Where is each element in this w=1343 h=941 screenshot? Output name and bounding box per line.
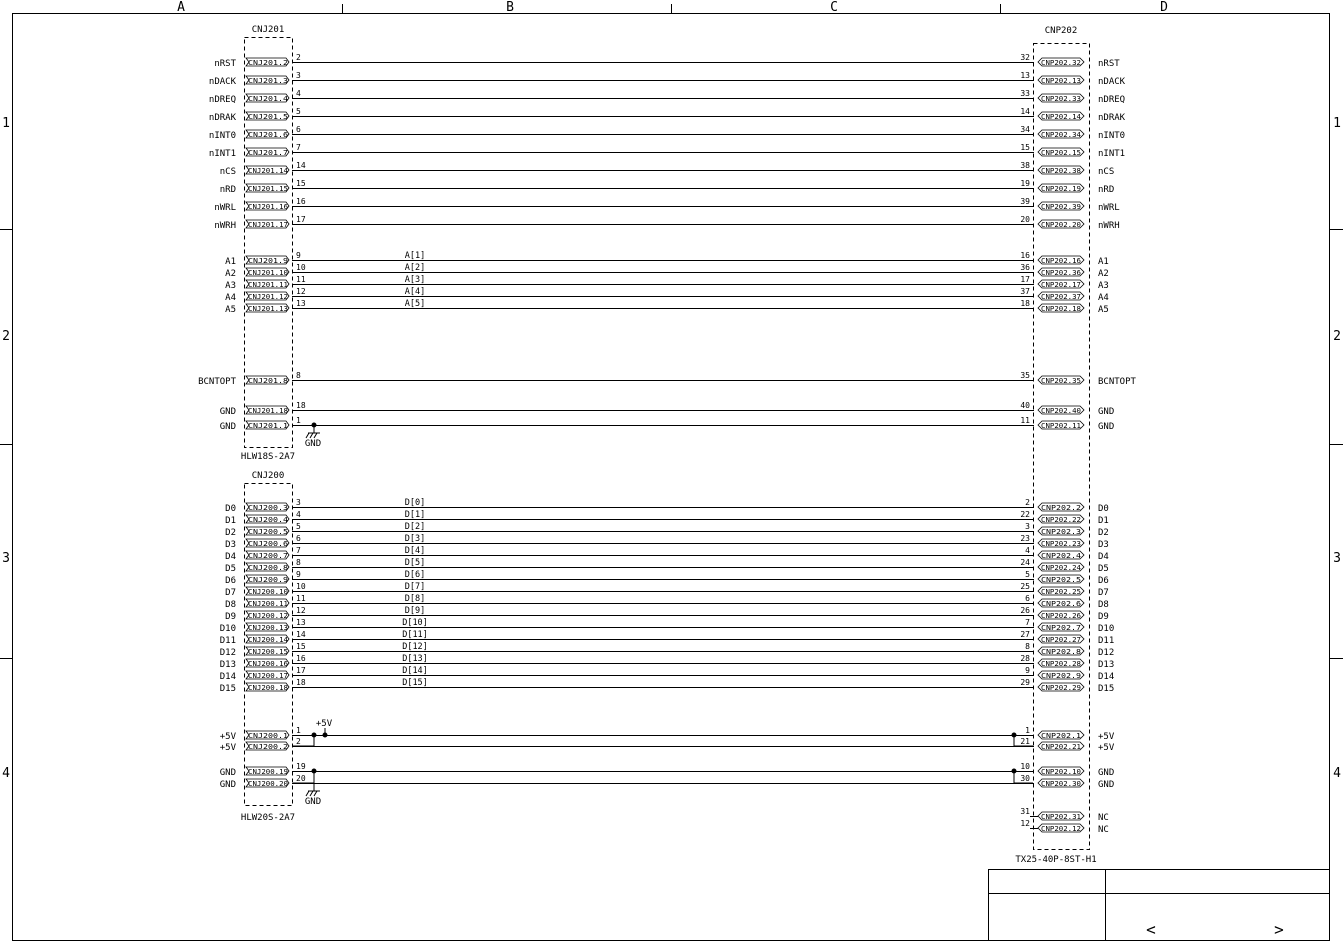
port-flag-label: CNP202.13: [1041, 76, 1081, 85]
signal-label-left: D1: [225, 516, 236, 526]
signal-label-right: GND: [1098, 768, 1115, 778]
bus-label: D[14]: [402, 666, 428, 676]
pin-number-right: 30: [1020, 774, 1030, 783]
signal-label-left: nRST: [214, 59, 236, 69]
connector-cnp202-part: TX25-40P-8ST-H1: [1015, 855, 1097, 865]
bus-label: D[3]: [404, 534, 426, 544]
pin-number-right: 25: [1020, 582, 1030, 591]
bus-label: D[12]: [402, 642, 428, 652]
signal-label-right: D4: [1098, 552, 1109, 562]
port-flag-label: CNP202.9: [1041, 671, 1081, 680]
signal-label-right: nDACK: [1098, 77, 1126, 87]
port-flag-label: CNP202.3: [1041, 527, 1081, 536]
signal-label-right: D15: [1098, 684, 1115, 694]
port-flag-label: CNP202.4: [1041, 551, 1081, 560]
bus-label: D[7]: [404, 582, 426, 592]
connector-cnj200-name: CNJ200: [251, 471, 285, 481]
signal-label-right: D13: [1098, 660, 1115, 670]
signal-label-right: D2: [1098, 528, 1109, 538]
port-flag-label: CNP202.17: [1041, 280, 1081, 289]
pin-number-right: 21: [1020, 737, 1030, 746]
signal-label-right: D14: [1098, 672, 1115, 682]
port-flag-label: CNJ201.13: [248, 304, 288, 313]
pin-number-right: 33: [1020, 89, 1030, 98]
signal-label-left: +5V: [219, 732, 236, 742]
pin-number-left: 12: [296, 606, 306, 615]
connector-cnj201-part: HLW18S-2A7: [240, 452, 296, 462]
pin-number-right: 23: [1020, 534, 1030, 543]
pin-number-right: 35: [1020, 371, 1030, 380]
signal-label-right: nWRL: [1098, 203, 1120, 213]
pin-number-left: 7: [296, 143, 301, 152]
port-flag-label: CNP202.31: [1041, 812, 1081, 821]
pin-number-left: 16: [296, 197, 306, 206]
bus-label: D[6]: [404, 570, 426, 580]
pin-number-left: 8: [296, 371, 301, 380]
pin-number-right: 8: [1025, 642, 1030, 651]
port-flag-label: CNP202.39: [1041, 202, 1081, 211]
gnd-symbol-hatch: [310, 791, 313, 796]
port-flag-label: CNP202.37: [1041, 292, 1081, 301]
signal-label-right: A5: [1098, 305, 1109, 315]
port-flag-label: CNP202.11: [1041, 421, 1081, 430]
signal-label-left: nCS: [219, 167, 236, 177]
port-flag-label: CNJ201.11: [248, 280, 288, 289]
row-label: 2: [1333, 329, 1341, 344]
signal-label-left: A1: [225, 257, 236, 267]
pin-number-left: 15: [296, 642, 306, 651]
pin-number-right: 34: [1020, 125, 1030, 134]
signal-label-right: BCNTOPT: [1098, 377, 1136, 387]
port-flag-label: CNP202.28: [1041, 659, 1081, 668]
sheet-frame: [0, 4, 1343, 941]
pin-number-left: 7: [296, 546, 301, 555]
signal-label-right: nDREQ: [1098, 95, 1126, 105]
junction-dot: [312, 733, 316, 737]
port-flag-label: CNJ200.13: [248, 623, 288, 632]
pin-number-left: 10: [296, 263, 306, 272]
port-flag-label: CNP202.36: [1041, 268, 1081, 277]
signal-label-right: GND: [1098, 407, 1115, 417]
port-flag-label: CNJ201.3: [248, 76, 288, 85]
pin-number-right: 27: [1020, 630, 1030, 639]
pin-number-right: 9: [1025, 666, 1030, 675]
signal-label-left: nWRH: [214, 221, 236, 231]
port-flag-label: CNP202.25: [1041, 587, 1081, 596]
port-flag-label: CNP202.19: [1041, 184, 1081, 193]
pin-number-left: 14: [296, 630, 306, 639]
signal-label-left: A4: [225, 293, 236, 303]
pin-number-right: 40: [1020, 401, 1030, 410]
gnd-symbol-hatch: [306, 791, 309, 796]
signal-label-left: D13: [219, 660, 236, 670]
port-flag-label: CNP202.21: [1041, 742, 1081, 751]
row-label: 4: [2, 766, 10, 781]
pin-number-right: 16: [1020, 251, 1030, 260]
signal-label-left: D4: [225, 552, 236, 562]
signal-label-left: A5: [225, 305, 236, 315]
port-flag-label: CNP202.24: [1041, 563, 1081, 572]
bus-label: D[0]: [404, 498, 426, 508]
pin-number-right: 26: [1020, 606, 1030, 615]
signal-label-left: nINT0: [208, 131, 236, 141]
signal-label-left: nRD: [219, 185, 236, 195]
port-flag-label: CNJ200.11: [248, 599, 288, 608]
pin-number-left: 17: [296, 215, 306, 224]
pin-number-right: 20: [1020, 215, 1030, 224]
port-flag-label: CNP202.35: [1041, 376, 1081, 385]
pin-number-right: 36: [1020, 263, 1030, 272]
port-flag-label: CNP202.26: [1041, 611, 1081, 620]
port-flag-label: CNP202.38: [1041, 166, 1081, 175]
pin-number-right: 13: [1020, 71, 1030, 80]
port-flag-label: CNP202.12: [1041, 824, 1081, 833]
pin-number-right: 6: [1025, 594, 1030, 603]
pin-number-right: 38: [1020, 161, 1030, 170]
pin-number-left: 13: [296, 299, 306, 308]
signal-label-left: +5V: [219, 743, 236, 753]
port-flag-label: CNJ201.4: [248, 94, 288, 103]
port-flag-label: CNJ200.8: [248, 563, 288, 572]
bus-label: D[13]: [402, 654, 428, 664]
port-flag-label: CNJ200.1: [248, 731, 288, 740]
signal-label-left: D0: [225, 504, 236, 514]
port-flag-label: CNJ200.7: [248, 551, 288, 560]
bus-label: A[1]: [404, 251, 426, 261]
port-flag-label: CNP202.10: [1041, 767, 1081, 776]
pin-number-right: 15: [1020, 143, 1030, 152]
port-flag-label: CNP202.1: [1041, 731, 1081, 740]
pin-number-left: 8: [296, 558, 301, 567]
pin-number-left: 19: [296, 762, 306, 771]
pin-number-left: 1: [296, 416, 301, 425]
signal-label-right: A4: [1098, 293, 1109, 303]
bus-label: D[4]: [404, 546, 426, 556]
port-flag-label: CNJ200.6: [248, 539, 288, 548]
pin-number-right: 29: [1020, 678, 1030, 687]
connector-cnp202-name: CNP202: [1044, 26, 1078, 36]
signal-label-right: D5: [1098, 564, 1109, 574]
pin-number-right: 1: [1025, 726, 1030, 735]
port-flag-label: CNP202.30: [1041, 779, 1081, 788]
signal-label-left: D5: [225, 564, 236, 574]
port-flag-label: CNP202.34: [1041, 130, 1081, 139]
port-flag-label: CNJ201.14: [248, 166, 288, 175]
pin-number-left: 18: [296, 678, 306, 687]
signal-label-right: +5V: [1098, 732, 1115, 742]
signal-label-right: D9: [1098, 612, 1109, 622]
pin-number-right: 10: [1020, 762, 1030, 771]
gnd-symbol-label: GND: [304, 797, 322, 807]
pin-number-right: 4: [1025, 546, 1030, 555]
column-label: C: [830, 0, 838, 15]
row-labels: [2, 116, 1341, 781]
pin-number-left: 11: [296, 594, 306, 603]
pin-number-right: 12: [1020, 819, 1030, 828]
pin-number-left: 9: [296, 251, 301, 260]
bus-label: A[4]: [404, 287, 426, 297]
previous-page-button[interactable]: <: [1146, 920, 1156, 939]
signal-label-right: NC: [1098, 813, 1109, 823]
pin-number-right: 2: [1025, 498, 1030, 507]
pin-number-right: 39: [1020, 197, 1030, 206]
signal-label-right: D6: [1098, 576, 1109, 586]
bus-label: D[5]: [404, 558, 426, 568]
signal-label-left: GND: [219, 407, 236, 417]
pin-number-right: 22: [1020, 510, 1030, 519]
pin-number-right: 5: [1025, 570, 1030, 579]
pin-number-right: 18: [1020, 299, 1030, 308]
port-flag-label: CNJ200.20: [248, 779, 288, 788]
port-flag-label: CNJ201.6: [248, 130, 288, 139]
signal-label-left: D2: [225, 528, 236, 538]
gnd-symbol-label: GND: [304, 439, 322, 449]
connector-outlines: [245, 38, 1090, 850]
signal-label-right: D11: [1098, 636, 1115, 646]
pin-number-left: 3: [296, 498, 301, 507]
bus-label: A[5]: [404, 299, 426, 309]
port-flag-label: CNJ200.18: [248, 683, 288, 692]
pin-number-right: 32: [1020, 53, 1030, 62]
junction-dot: [1012, 733, 1016, 737]
bus-label: D[8]: [404, 594, 426, 604]
port-flag-label: CNP202.20: [1041, 220, 1081, 229]
port-flag-label: CNJ201.12: [248, 292, 288, 301]
signal-label-right: nWRH: [1098, 221, 1120, 231]
port-flag-label: CNJ201.8: [248, 376, 288, 385]
signal-label-left: D3: [225, 540, 236, 550]
signal-label-left: D11: [219, 636, 236, 646]
port-flag-label: CNP202.32: [1041, 58, 1081, 67]
signal-label-right: nINT1: [1098, 149, 1126, 159]
pin-number-left: 16: [296, 654, 306, 663]
port-flag-label: CNJ201.2: [248, 58, 288, 67]
port-flag-label: CNJ201.5: [248, 112, 288, 121]
signal-label-right: GND: [1098, 780, 1115, 790]
port-flag-label: CNP202.5: [1041, 575, 1081, 584]
port-flag-label: CNP202.7: [1041, 623, 1081, 632]
junction-dot: [312, 423, 316, 427]
signal-label-left: D6: [225, 576, 236, 586]
port-flag-label: CNP202.8: [1041, 647, 1081, 656]
signal-label-left: A2: [225, 269, 236, 279]
signal-label-right: D12: [1098, 648, 1115, 658]
pin-number-left: 20: [296, 774, 306, 783]
pin-number-left: 11: [296, 275, 306, 284]
signal-label-right: D10: [1098, 624, 1115, 634]
signal-label-left: D15: [219, 684, 236, 694]
signal-label-right: nRD: [1098, 185, 1115, 195]
gnd-symbol-hatch: [314, 791, 317, 796]
port-flag-label: CNP202.14: [1041, 112, 1081, 121]
row-label: 1: [1333, 116, 1341, 131]
port-flag-label: CNJ201.15: [248, 184, 288, 193]
signal-label-right: D7: [1098, 588, 1109, 598]
pin-number-left: 14: [296, 161, 306, 170]
port-flag-label: CNJ200.15: [248, 647, 288, 656]
port-flag-label: CNJ201.1: [248, 421, 288, 430]
port-flag-label: CNP202.22: [1041, 515, 1081, 524]
signal-label-right: D8: [1098, 600, 1109, 610]
signal-label-right: GND: [1098, 422, 1115, 432]
bus-label: D[1]: [404, 510, 426, 520]
port-flag-label: CNP202.6: [1041, 599, 1081, 608]
junction-dot: [312, 769, 316, 773]
signal-label-right: nDRAK: [1098, 113, 1126, 123]
row-label: 4: [1333, 766, 1341, 781]
connector-titles: [241, 25, 1097, 865]
row-label: 3: [1333, 551, 1341, 566]
connector-cnj201-name: CNJ201: [251, 25, 285, 35]
pin-number-right: 24: [1020, 558, 1030, 567]
nets: [198, 53, 1136, 835]
pin-number-left: 9: [296, 570, 301, 579]
signal-label-left: nDREQ: [208, 95, 236, 105]
port-flag-label: CNJ200.5: [248, 527, 288, 536]
port-flag-label: CNJ201.9: [248, 256, 288, 265]
port-flag-label: CNJ200.17: [248, 671, 288, 680]
port-flag-label: CNJ200.9: [248, 575, 288, 584]
connector-cnj200-part: HLW20S-2A7: [240, 813, 296, 823]
port-flag-label: CNJ201.18: [248, 406, 288, 415]
junction-dot: [1012, 769, 1016, 773]
port-flag-label: CNP202.16: [1041, 256, 1081, 265]
column-labels: [177, 0, 1168, 15]
signal-label-left: BCNTOPT: [198, 377, 236, 387]
pin-number-left: 13: [296, 618, 306, 627]
next-page-button[interactable]: >: [1274, 920, 1284, 939]
row-label: 1: [2, 116, 10, 131]
pin-number-left: 1: [296, 726, 301, 735]
port-flag-label: CNP202.29: [1041, 683, 1081, 692]
port-flag-label: CNJ201.16: [248, 202, 288, 211]
signal-label-right: D0: [1098, 504, 1109, 514]
pin-number-left: 4: [296, 510, 301, 519]
signal-label-right: A1: [1098, 257, 1109, 267]
pin-number-right: 17: [1020, 275, 1030, 284]
signal-label-left: nDACK: [208, 77, 236, 87]
signal-label-right: NC: [1098, 825, 1109, 835]
row-label: 3: [2, 551, 10, 566]
signal-label-right: nCS: [1098, 167, 1115, 177]
pin-number-right: 28: [1020, 654, 1030, 663]
signal-label-left: D9: [225, 612, 236, 622]
bus-label: A[2]: [404, 263, 426, 273]
symbol-labels: [305, 439, 333, 807]
port-flag-label: CNP202.27: [1041, 635, 1081, 644]
bus-label: A[3]: [404, 275, 426, 285]
signal-label-right: D3: [1098, 540, 1109, 550]
signal-label-left: GND: [219, 768, 236, 778]
pin-number-left: 12: [296, 287, 306, 296]
pin-number-left: 10: [296, 582, 306, 591]
pin-number-left: 6: [296, 534, 301, 543]
column-label: A: [177, 0, 185, 15]
bus-label: D[15]: [402, 678, 428, 688]
port-flag-label: CNJ200.19: [248, 767, 288, 776]
pin-number-left: 4: [296, 89, 301, 98]
pin-number-left: 5: [296, 522, 301, 531]
pin-number-left: 18: [296, 401, 306, 410]
port-flag-label: CNJ200.3: [248, 503, 288, 512]
connector-cnp202-outline: [1034, 44, 1090, 850]
column-label: D: [1160, 0, 1168, 15]
signal-label-left: nDRAK: [208, 113, 236, 123]
bus-label: D[10]: [402, 618, 428, 628]
pin-number-left: 2: [296, 737, 301, 746]
port-flag-label: CNJ200.4: [248, 515, 288, 524]
gnd-symbol-hatch: [306, 433, 309, 438]
row-label: 2: [2, 329, 10, 344]
pin-number-left: 15: [296, 179, 306, 188]
signal-label-right: nINT0: [1098, 131, 1126, 141]
signal-label-right: D1: [1098, 516, 1109, 526]
port-flag-label: CNJ201.10: [248, 268, 288, 277]
pin-number-left: 3: [296, 71, 301, 80]
port-flag-label: CNP202.15: [1041, 148, 1081, 157]
bus-label: D[9]: [404, 606, 426, 616]
pin-number-left: 6: [296, 125, 301, 134]
pin-number-left: 17: [296, 666, 306, 675]
column-label: B: [506, 0, 514, 15]
pin-number-right: 14: [1020, 107, 1030, 116]
pin-number-right: 31: [1020, 807, 1030, 816]
vcc-symbol-label: +5V: [315, 719, 333, 729]
signal-label-left: D8: [225, 600, 236, 610]
junction-dot: [323, 733, 327, 737]
port-flag-label: CNJ200.16: [248, 659, 288, 668]
bus-label: D[2]: [404, 522, 426, 532]
signal-label-left: nINT1: [208, 149, 236, 159]
port-flag-label: CNJ200.10: [248, 587, 288, 596]
pin-number-left: 2: [296, 53, 301, 62]
pin-number-right: 19: [1020, 179, 1030, 188]
signal-label-left: A3: [225, 281, 236, 291]
bus-label: D[11]: [402, 630, 428, 640]
signal-label-right: nRST: [1098, 59, 1120, 69]
port-flag-label: CNJ201.17: [248, 220, 288, 229]
gnd-symbol-hatch: [314, 433, 317, 438]
signal-label-left: GND: [219, 422, 236, 432]
pin-number-right: 11: [1020, 416, 1030, 425]
port-flag-label: CNP202.2: [1041, 503, 1081, 512]
signal-label-left: D12: [219, 648, 236, 658]
signal-label-left: D14: [219, 672, 236, 682]
port-flag-label: CNJ201.7: [248, 148, 288, 157]
port-flag-label: CNP202.18: [1041, 304, 1081, 313]
port-flag-label: CNP202.33: [1041, 94, 1081, 103]
port-flag-label: CNP202.23: [1041, 539, 1081, 548]
port-flag-label: CNJ200.12: [248, 611, 288, 620]
port-flag-label: CNP202.40: [1041, 406, 1081, 415]
port-flag-label: CNJ200.2: [248, 742, 288, 751]
port-flag-label: CNJ200.14: [248, 635, 288, 644]
pin-number-right: 37: [1020, 287, 1030, 296]
signal-label-right: A2: [1098, 269, 1109, 279]
signal-label-right: A3: [1098, 281, 1109, 291]
signal-label-left: nWRL: [214, 203, 236, 213]
signal-label-left: GND: [219, 780, 236, 790]
pin-number-right: 7: [1025, 618, 1030, 627]
signal-label-left: D7: [225, 588, 236, 598]
signal-label-left: D10: [219, 624, 236, 634]
pin-number-right: 3: [1025, 522, 1030, 531]
signal-label-right: +5V: [1098, 743, 1115, 753]
pin-number-left: 5: [296, 107, 301, 116]
gnd-symbol-hatch: [310, 433, 313, 438]
